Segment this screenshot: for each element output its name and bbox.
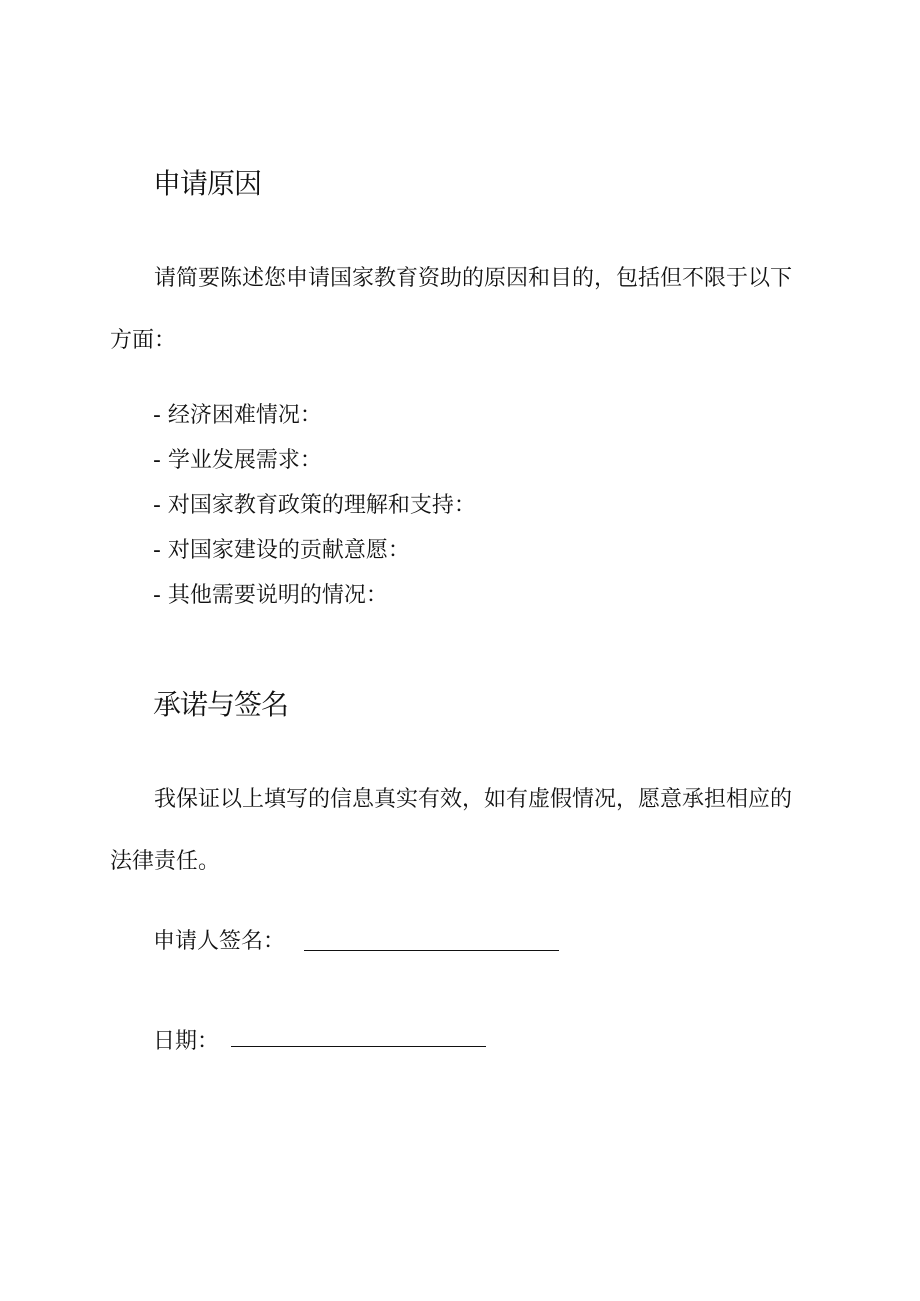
reason-instructions: 请简要陈述您申请国家教育资助的原因和目的，包括但不限于以下方面：: [110, 266, 793, 353]
list-item: - 经济困难情况：: [153, 403, 322, 428]
section-title-pledge: 承诺与签名: [153, 688, 289, 721]
signature-line[interactable]: [304, 950, 559, 951]
reason-topic-list: [153, 398, 476, 623]
date-line[interactable]: [231, 1046, 486, 1047]
signature-label: 申请人签名：: [153, 929, 286, 954]
date-label: 日期：: [153, 1029, 220, 1054]
section-title-reason: 申请原因: [153, 167, 262, 200]
list-item: - 对国家建设的贡献意愿：: [153, 538, 410, 563]
date-field: [153, 1024, 219, 1060]
pledge-statement: 我保证以上填写的信息真实有效，如有虚假情况，愿意承担相应的法律责任。: [110, 787, 793, 874]
list-item: - 学业发展需求：: [153, 448, 322, 473]
list-item: - 对国家教育政策的理解和支持：: [153, 493, 476, 518]
signature-field: [153, 924, 285, 960]
list-item: - 其他需要说明的情况：: [153, 583, 388, 608]
